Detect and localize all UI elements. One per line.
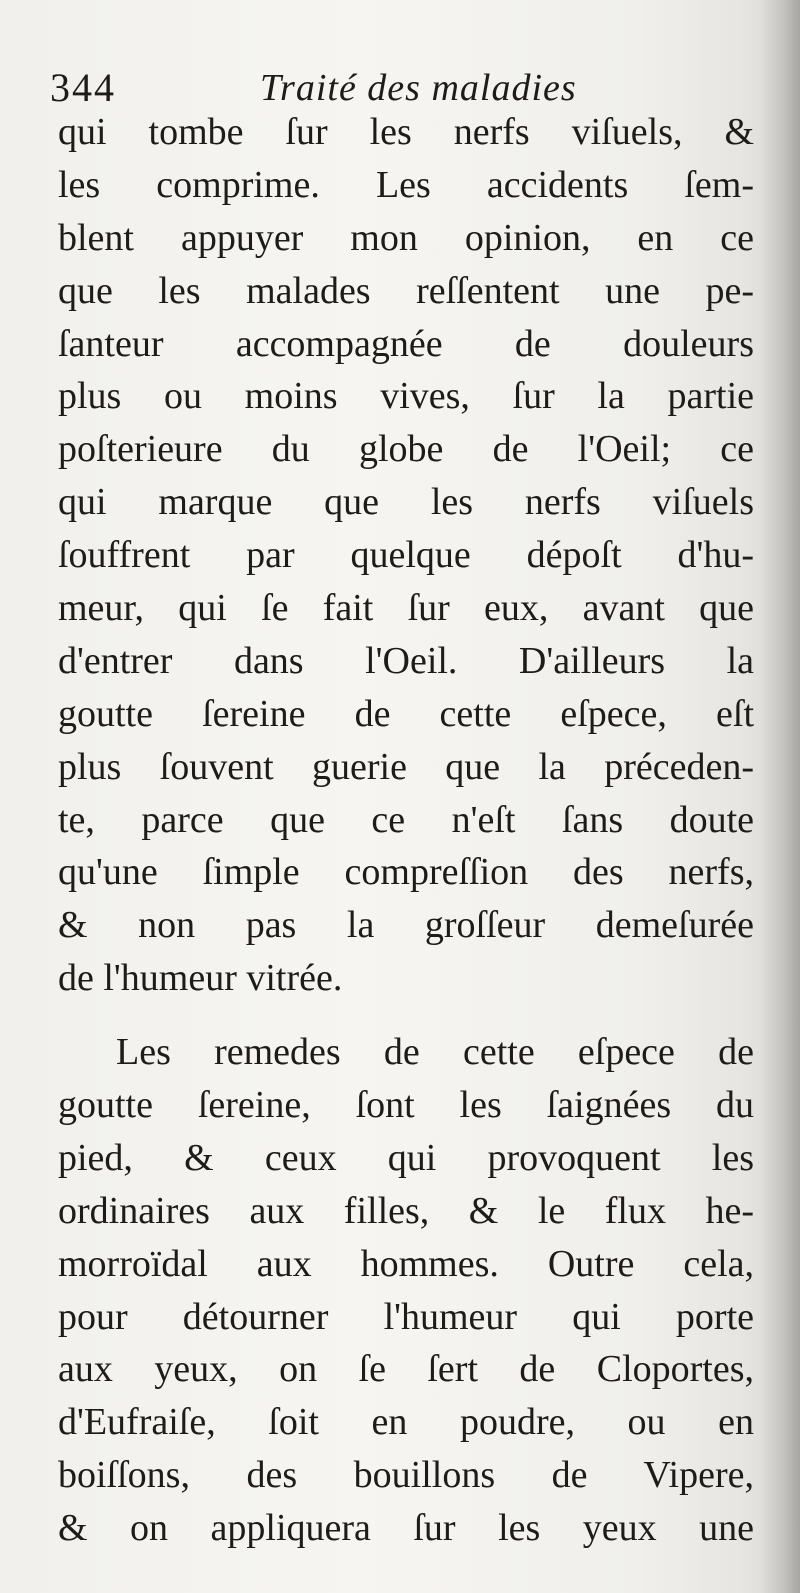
text-line: que les malades reſſentent une pe-	[58, 269, 754, 312]
text-line: blent appuyer mon opinion, en ce	[58, 216, 754, 259]
text-line: plus ſouvent guerie que la préceden-	[58, 745, 754, 788]
body-text	[58, 106, 754, 1555]
text-line: ſanteur accompagnée de douleurs	[58, 322, 754, 365]
text-line: qui marque que les nerfs viſuels	[58, 481, 754, 524]
text-line: morroïdal aux hommes. Outre cela,	[58, 1242, 754, 1285]
text-line: goutte ſereine de cette eſpece, eſt	[58, 692, 754, 735]
text-line: & non pas la groſſeur demeſurée	[58, 904, 754, 947]
paragraph	[58, 106, 754, 1005]
text-line: d'entrer dans l'Oeil. D'ailleurs la	[58, 639, 754, 682]
page-number: 344	[50, 65, 116, 110]
text-line: qui tombe ſur les nerfs viſuels, &	[58, 111, 754, 153]
text-line: plus ou moins vives, ſur la partie	[58, 375, 754, 418]
text-line: ſouffrent par quelque dépoſt d'hu-	[58, 534, 754, 577]
text-line: aux yeux, on ſe ſert de Cloportes,	[58, 1348, 754, 1391]
paragraph-gap	[58, 1005, 754, 1026]
text-line: poſterieure du globe de l'Oeil; ce	[58, 428, 754, 471]
running-head: Traité des maladies	[260, 67, 577, 109]
text-line: d'Eufraiſe, ſoit en poudre, ou en	[58, 1401, 754, 1444]
text-line: te, parce que ce n'eſt ſans doute	[58, 798, 754, 841]
text-line: qu'une ſimple compreſſion des nerfs,	[58, 851, 754, 894]
text-line: goutte ſereine, ſont les ſaignées du	[58, 1084, 754, 1127]
text-line: meur, qui ſe fait ſur eux, avant que	[58, 587, 754, 630]
text-line: de l'humeur vitrée.	[58, 957, 343, 1000]
text-line: Les remedes de cette eſpece de	[116, 1031, 754, 1074]
text-line: & on appliquera ſur les yeux une	[58, 1507, 754, 1550]
text-line: ordinaires aux filles, & le flux he-	[58, 1189, 754, 1232]
text-line: pour détourner l'humeur qui porte	[58, 1295, 754, 1338]
text-line: les comprime. Les accidents ſem-	[58, 163, 754, 206]
page-edge-shadow	[760, 0, 800, 1593]
text-line: boiſſons, des bouillons de Vipere,	[58, 1454, 754, 1497]
paragraph	[58, 1026, 754, 1555]
text-line: pied, & ceux qui provoquent les	[58, 1136, 754, 1179]
